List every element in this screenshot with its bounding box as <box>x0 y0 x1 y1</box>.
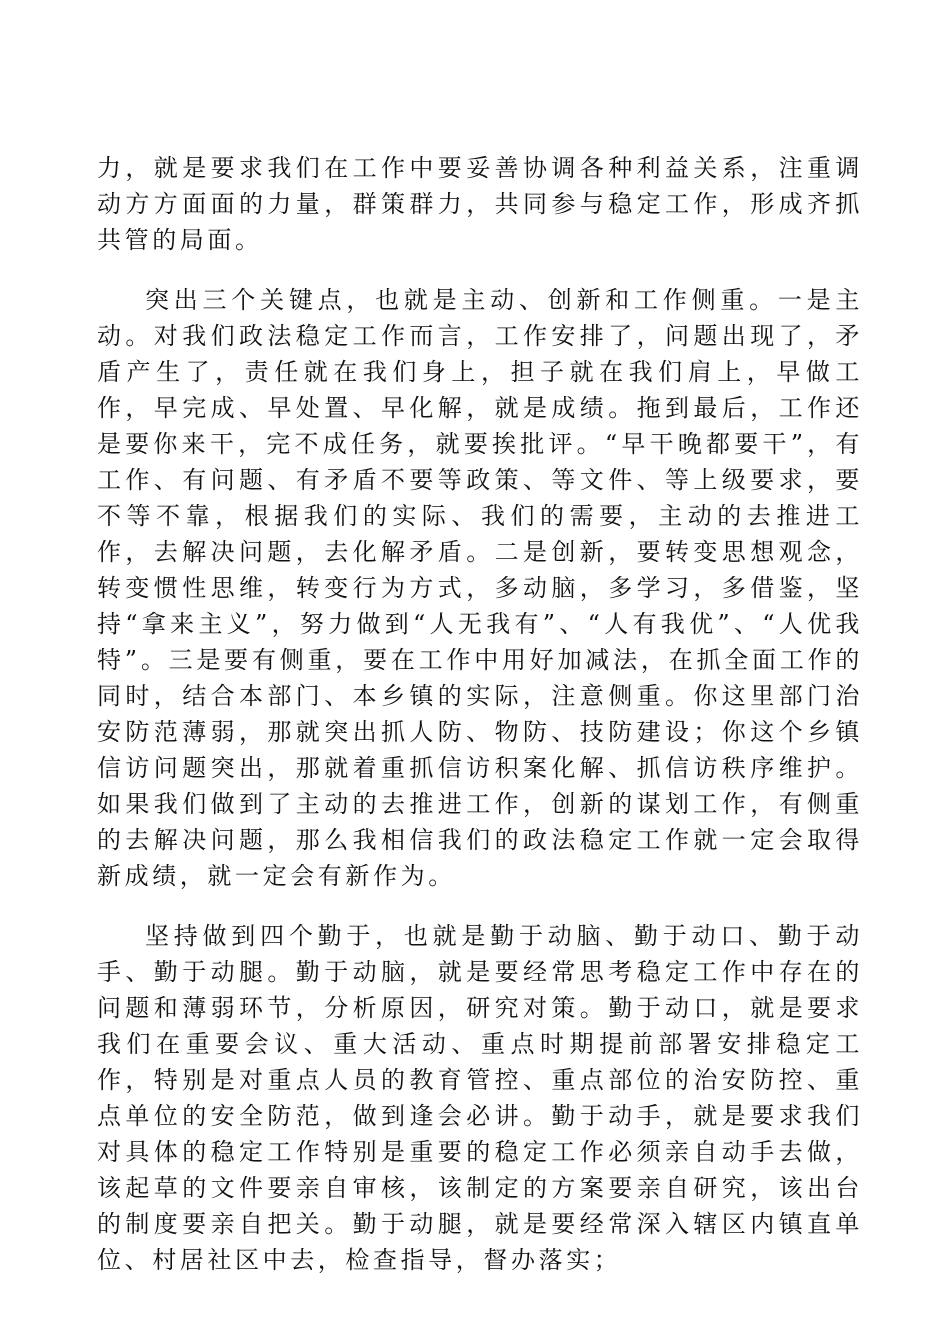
paragraph-continuation: 力，就是要求我们在工作中要妥善协调各种利益关系，注重调动方方面面的力量，群策群力，共同参与稳定工作，形成齐抓共管的局面。 <box>97 154 863 254</box>
paragraph-four-diligences: 坚持做到四个勤于，也就是勤于动脑、勤于动口、勤于动手、勤于动腿。勤于动脑，就是要经常思考稳定工作中存在的问题和薄弱环节，分析原因，研究对策。勤于动口，就是要求我们在重要会议、重大活动、重点时期提前部署安排稳定工作，特别是对重点人员的教育管控、重点部位的治安防控、重点单位的安全防范，做到逢会必讲。勤于动手，就是要求我们对具体的稳定工作特别是重要的稳定工作必须亲自动手去做，该起草的文件要亲自审核，该制定的方案要亲自研究，该出台的制度要亲自把关。勤于动腿，就是要经常深入辖区内镇直单位、村居社区中去，检查指导，督办落实； <box>97 922 863 1274</box>
paragraph-three-key-points: 突出三个关键点，也就是主动、创新和工作侧重。一是主动。对我们政法稳定工作而言，工作安排了，问题出现了，矛盾产生了，责任就在我们身上，担子就在我们肩上，早做工作，早完成、早处置、早化解，就是成绩。拖到最后，工作还是要你来干，完不成任务，就要挨批评。“早干晚都要干”，有工作、有问题、有矛盾不要等政策、等文件、等上级要求，要不等不靠，根据我们的实际、我们的需要，主动的去推进工作，去解决问题，去化解矛盾。二是创新，要转变思想观念，转变惯性思维，转变行为方式，多动脑，多学习，多借鉴，坚持“拿来主义”，努力做到“人无我有”、“人有我优”、“人优我特”。三是要有侧重，要在工作中用好加减法，在抓全面工作的同时，结合本部门、本乡镇的实际，注意侧重。你这里部门治安防范薄弱，那就突出抓人防、物防、技防建设；你这个乡镇信访问题突出，那就着重抓信访积案化解、抓信访秩序维护。如果我们做到了主动的去推进工作，创新的谋划工作，有侧重的去解决问题，那么我相信我们的政法稳定工作就一定会取得新成绩，就一定会有新作为。 <box>97 286 863 890</box>
document-body <box>97 150 863 1302</box>
